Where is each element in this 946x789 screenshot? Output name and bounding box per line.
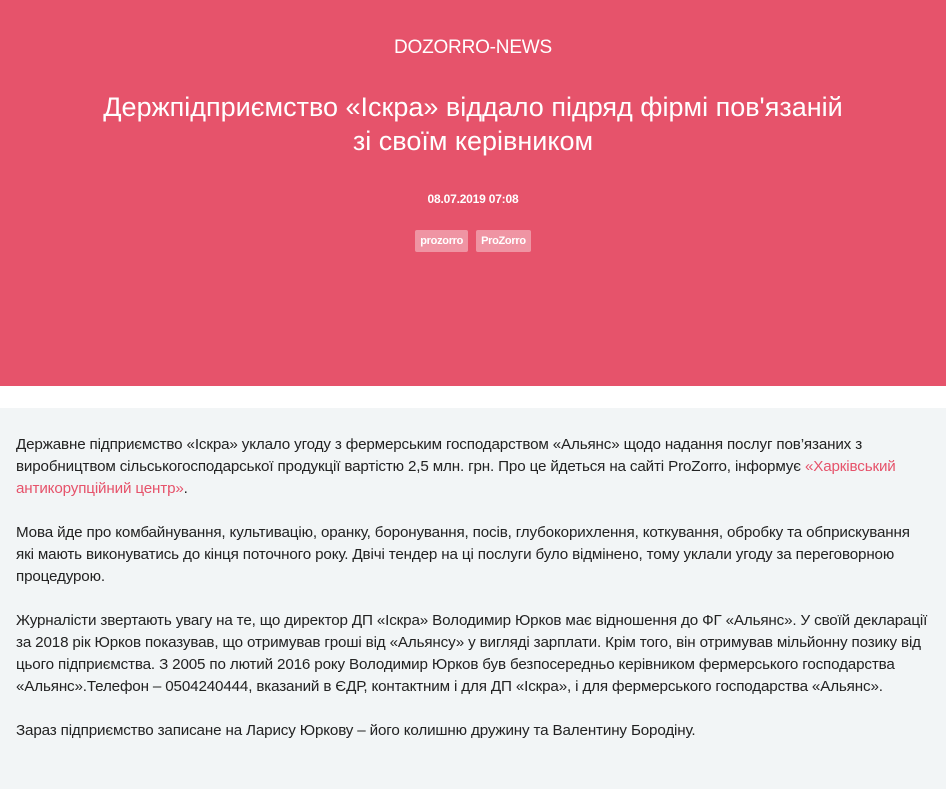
article-title: Держпідприємство «Іскра» віддало підряд фірмі пов'язаній зі своїм керівником <box>103 92 843 156</box>
article-paragraph-4: Зараз підприємство записане на Ларису Юркову – його колишню дружину та Валентину Бородіну. <box>16 722 696 739</box>
header-divider <box>0 386 946 408</box>
article-body <box>0 408 946 742</box>
brand-link[interactable]: DOZORRO-NEWS <box>393 37 553 58</box>
tag-prozorro-lower[interactable]: prozorro <box>415 230 468 252</box>
source-link[interactable]: «Харківський антикорупційний центр» <box>16 458 896 497</box>
article-header <box>0 0 946 386</box>
tag-list <box>0 230 946 252</box>
article-paragraph-2: Мова йде про комбайнування, культивацію, оранку, боронування, посів, глубокорихлення, коткування, обробку та обприскування які мають виконуватись до кінця поточного року. Двічі тендер на ці послуги було відмінено, тому уклали угоду за переговорною процедурою. <box>16 524 910 585</box>
tag-prozorro[interactable]: ProZorro <box>476 230 531 252</box>
paragraph-1-text: Державне підприємство «Іскра» уклало угоду з фермерським господарством «Альянс» щодо надання послуг пов’язаних з виробництвом сільськогосподарської продукції вартістю 2,5 млн. грн. Про це йдеться на сайті ProZorro, інформує <box>16 436 863 475</box>
paragraph-1-end: . <box>183 480 188 497</box>
article-paragraph-1 <box>16 434 930 500</box>
publish-date: 08.07.2019 07:08 <box>427 192 519 206</box>
article-paragraph-3: Журналісти звертають увагу на те, що директор ДП «Іскра» Володимир Юрков має відношення до ФГ «Альянс». У своїй декларації за 2018 рік Юрков показував, що отримував гроші від «Альянсу» у вигляді зарплати. Крім того, він отримував мільйонну позику від цього підприємства. З 2005 по лютий 2016 року Володимир Юрков був безпосередньо керівником фермерського господарства «Альянс».Телефон – 0504240444, вказаний в ЄДР, контактним і для ДП «Іскра», і для фермерського господарства «Альянс». <box>16 612 928 695</box>
